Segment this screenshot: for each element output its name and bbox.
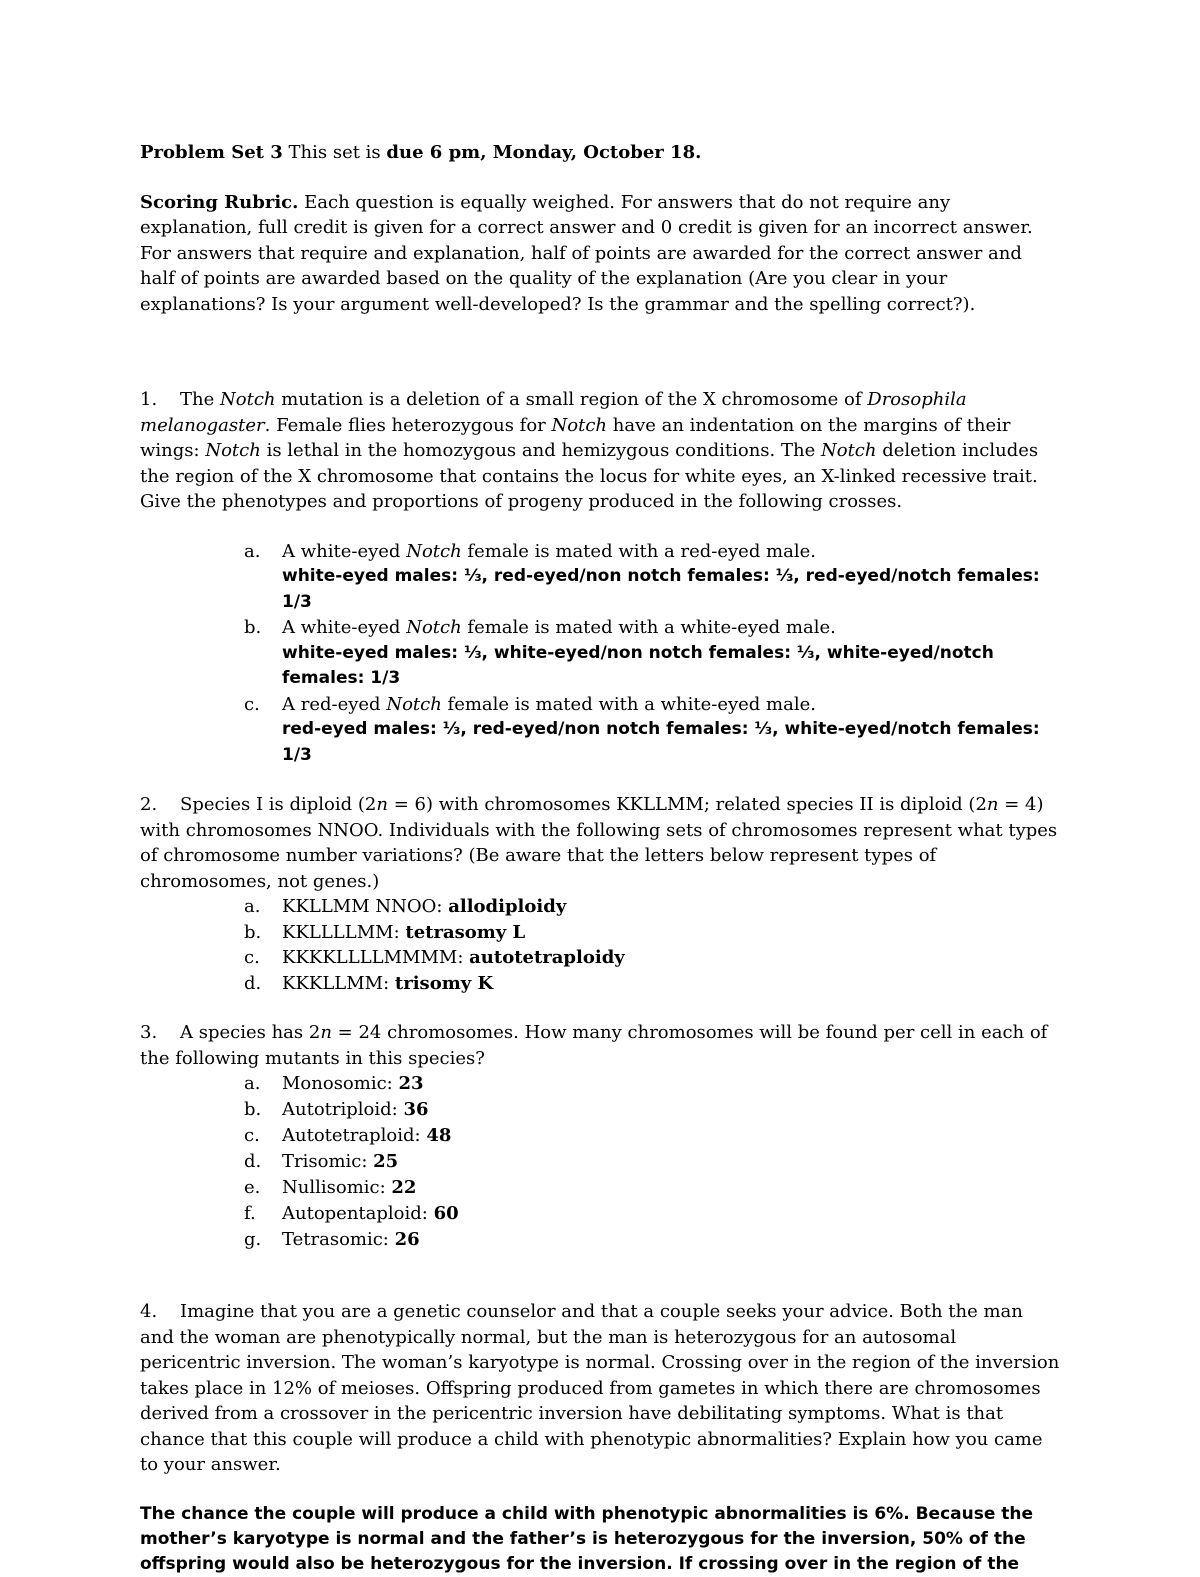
list-item: c. A red-eyed Notch female is mated with a white-eyed male. red-eyed males: ⅓, red-eyed/non notch females: ⅓, white-eyed/notch females: 1/3 [140, 692, 1060, 769]
rubric-label: Scoring Rubric. [140, 191, 299, 213]
question-number: 4. [140, 1301, 158, 1322]
list-item: b. A white-eyed Notch female is mated with a white-eyed male. white-eyed males: ⅓, white-eyed/non notch females: ⅓, white-eyed/notch females: 1/3 [140, 615, 1060, 692]
question-number: 2. [140, 794, 158, 815]
question-1: 1. The Notch mutation is a deletion of a small region of the X chromosome of Drosophila melanogaster. Female flies heterozygous for Notch have an indentation on the margins of their wings: Notch is lethal in the homozygous and hemizygous conditions. The Notch deletion includes the region of the X chromosome that contains the locus for white eyes, an X-linked recessive trait. Give the phenotypes and proportions of progeny produced in the following crosses. [140, 389, 1039, 512]
list-item: b. KKLLLLMM: tetrasomy L [244, 921, 526, 943]
list-item: f. Autopentaploid: 60 [244, 1203, 459, 1224]
list-item: a. A white-eyed Notch female is mated with a red-eyed male. white-eyed males: ⅓, red-eyed/non notch females: ⅓, red-eyed/notch females: 1/3 [140, 539, 1060, 616]
due-prefix: This set is [288, 142, 381, 163]
list-item: c. Autotetraploid: 48 [244, 1125, 452, 1146]
question-3-parts [140, 1071, 1060, 1253]
answer-text: 36 [403, 1099, 429, 1120]
question-3: 3. A species has 2n = 24 chromosomes. How many chromosomes will be found per cell in each of the following mutants in this species? [140, 1022, 1048, 1069]
answer-text: 23 [398, 1073, 424, 1094]
question-number: 1. [140, 389, 158, 410]
question-1-parts [140, 539, 1060, 769]
question-2-parts [140, 894, 1060, 996]
answer-text: 25 [373, 1151, 399, 1172]
answer-text: white-eyed males: ⅓, red-eyed/non notch females: ⅓, red-eyed/notch females: 1/3 [282, 566, 1040, 612]
list-item: d. KKKLLMM: trisomy K [244, 972, 494, 994]
answer-text: 60 [433, 1203, 459, 1224]
answer-text: red-eyed males: ⅓, red-eyed/non notch females: ⅓, white-eyed/notch females: 1/3 [282, 719, 1040, 765]
answer-text: tetrasomy L [405, 921, 526, 943]
answer-text: 26 [394, 1229, 420, 1250]
list-item: a. Monosomic: 23 [244, 1073, 424, 1094]
list-item: d. Trisomic: 25 [244, 1151, 399, 1172]
answer-text: allodiploidy [448, 896, 567, 917]
document-page [140, 140, 1060, 1577]
question-4-answer: The chance the couple will produce a child with phenotypic abnormalities is 6%. Because the mother’s karyotype is normal and the father’s is heterozygous for the inversion, 50% of the offspring would also be heterozygous for the inversion. If crossing over in the region of the [140, 1503, 1034, 1574]
answer-text: 48 [426, 1125, 452, 1146]
scoring-rubric [140, 190, 1060, 318]
question-number: 3. [140, 1022, 158, 1043]
header-line [140, 140, 1060, 166]
list-item: a. KKLLMM NNOO: allodiploidy [244, 896, 567, 917]
list-item: e. Nullisomic: 22 [244, 1177, 417, 1198]
answer-text: white-eyed males: ⅓, white-eyed/non notch females: ⅓, white-eyed/notch females: 1/3 [282, 642, 994, 688]
answer-text: autotetraploidy [469, 947, 625, 968]
question-2: 2. Species I is diploid (2n = 6) with chromosomes KKLLMM; related species II is diploid (2n = 4) with chromosomes NNOO. Individuals with the following sets of chromosomes represent what types of chromosome number variations? (Be aware that the letters below represent types of chromosomes, not genes.) [140, 794, 1058, 892]
list-item: g. Tetrasomic: 26 [244, 1229, 420, 1250]
due-date: due 6 pm, Monday, October 18. [386, 142, 702, 163]
answer-text: 22 [391, 1177, 417, 1198]
list-item: c. KKKKLLLLMMMM: autotetraploidy [244, 947, 625, 968]
answer-text: trisomy K [394, 972, 494, 994]
rubric-text: Each question is equally weighed. For answers that do not require any explanation, full credit is given for a correct answer and 0 credit is given for an incorrect answer. For answers that require and explanation, half of points are awarded for the correct answer and half of points are awarded based on the quality of the explanation (Are you clear in your explanations? Is your argument well-developed? Is the grammar and the spelling correct?). [140, 191, 1033, 315]
list-item: b. Autotriploid: 36 [244, 1099, 429, 1120]
set-title: Problem Set 3 [140, 142, 283, 163]
question-4: 4. Imagine that you are a genetic counselor and that a couple seeks your advice. Both the man and the woman are phenotypically normal, but the man is heterozygous for an autosomal pericentric inversion. The woman’s karyotype is normal. Crossing over in the region of the inversion takes place in 12% of meioses. Offspring produced from gametes in which there are chromosomes derived from a crossover in the pericentric inversion have debilitating symptoms. What is that chance that this couple will produce a child with phenotypic abnormalities? Explain how you came to your answer. [140, 1301, 1060, 1475]
